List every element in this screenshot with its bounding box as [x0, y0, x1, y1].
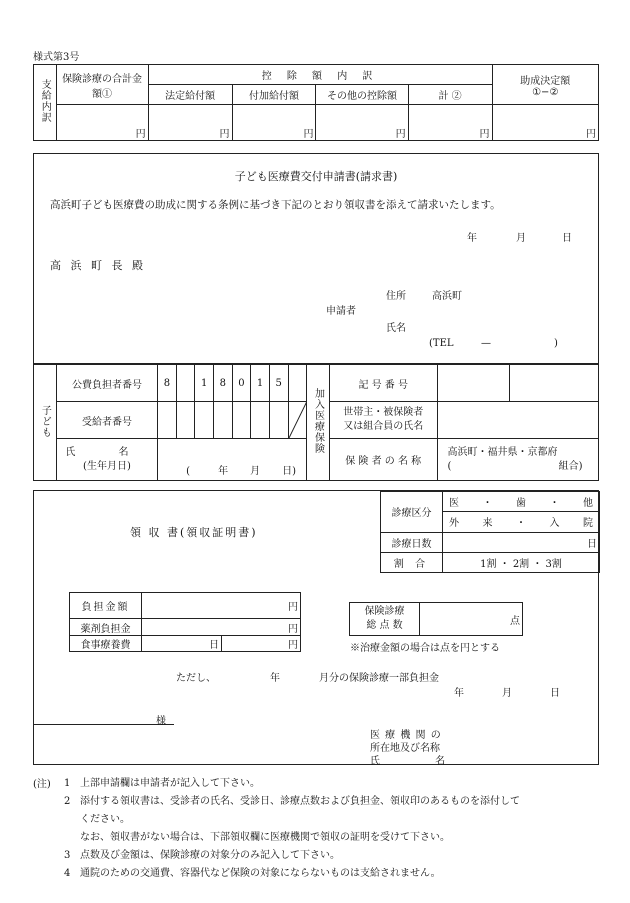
meal-amount-cell[interactable]: 円: [222, 635, 301, 651]
child-info-table: [33, 364, 599, 481]
payer-number-label: 公費負担者番号: [56, 365, 157, 402]
payer-digit[interactable]: 0: [232, 365, 251, 402]
symbol-cell[interactable]: [437, 365, 509, 402]
treatment-info-table: [380, 491, 600, 573]
proviso-year[interactable]: 年: [270, 673, 280, 684]
application-date-day[interactable]: 日: [562, 233, 572, 244]
category-label: 診療区分: [381, 492, 443, 533]
recipient-number-label: 受給者番号: [56, 402, 157, 439]
child-name-label: 氏 名 (生年月日): [56, 439, 157, 481]
payer-digit[interactable]: 8: [214, 365, 233, 402]
legal-benefit-cell[interactable]: 円: [148, 105, 232, 141]
number-cell[interactable]: [509, 365, 598, 402]
insurer-name-label: 保 険 者 の 名 称: [329, 439, 437, 481]
receipt-title: 領 収 書(領収証明書): [130, 526, 258, 539]
category-row-1[interactable]: 医 ・ 歯 ・ 他: [443, 492, 600, 512]
recipient-digit[interactable]: [214, 402, 233, 439]
meal-days-cell[interactable]: 日: [142, 635, 222, 651]
legal-benefit-header: 法定給付額: [148, 85, 232, 105]
receipt-date-month[interactable]: 月: [502, 688, 512, 699]
notes-label: (注): [33, 779, 51, 790]
points-cell[interactable]: 点: [420, 603, 523, 636]
address-label: 住所: [386, 291, 406, 302]
additional-benefit-cell[interactable]: 円: [232, 105, 316, 141]
payer-digit[interactable]: 1: [195, 365, 214, 402]
other-deduction-cell[interactable]: 円: [316, 105, 408, 141]
note-item: ください。: [80, 814, 130, 825]
days-cell[interactable]: 日: [443, 532, 600, 552]
child-name-cell[interactable]: ( 年 月 日): [158, 439, 307, 481]
points-table: [349, 602, 523, 636]
tel-label: (TEL: [429, 338, 454, 349]
subtotal-cell[interactable]: 円: [408, 105, 492, 141]
payer-digit[interactable]: 5: [269, 365, 288, 402]
head-of-household-label: 世帯主・被保険者 又は組合員の氏名: [329, 402, 437, 439]
receipt-section: [33, 490, 599, 765]
meal-label: 食事療養費: [70, 635, 142, 651]
total-amount-cell[interactable]: 円: [56, 105, 148, 141]
receipt-date-year[interactable]: 年: [454, 688, 464, 699]
application-date-year[interactable]: 年: [467, 233, 477, 244]
addressee: 高 浜 町 長 殿: [50, 259, 146, 272]
payment-breakdown-table: [33, 64, 599, 141]
recipient-name-line[interactable]: [34, 724, 174, 725]
burden-cell[interactable]: 円: [142, 593, 301, 619]
points-label: 保険診療 総 点 数: [350, 603, 420, 636]
applicant-label: 申請者: [326, 306, 356, 317]
payer-digit[interactable]: 8: [158, 365, 177, 402]
decision-amount-cell[interactable]: 円: [492, 105, 599, 141]
honorific: 様: [156, 716, 166, 727]
recipient-digit[interactable]: [251, 402, 270, 439]
application-body: 高浜町子ども医療費の助成に関する条例に基づき下記のとおり領収書を添えて請求いたします。: [50, 199, 501, 211]
other-deduction-header: その他の控除額: [316, 85, 408, 105]
child-side-label: 子ども: [34, 365, 57, 481]
tel-dash: —: [481, 338, 491, 349]
subtotal-header: 計 ②: [408, 85, 492, 105]
payer-digit[interactable]: [288, 365, 307, 402]
name-label: 氏名: [386, 323, 406, 334]
additional-benefit-header: 付加給付額: [232, 85, 316, 105]
ratio-options[interactable]: 1割 ・ 2割 ・ 3割: [443, 552, 600, 572]
recipient-digit[interactable]: [195, 402, 214, 439]
burden-table: [69, 592, 301, 652]
application-section: [33, 153, 599, 364]
category-row-2[interactable]: 外 来 ・ 入 院: [443, 512, 600, 532]
head-of-household-cell[interactable]: [437, 402, 598, 439]
burden-label: 負担金額: [70, 593, 142, 619]
recipient-digit[interactable]: [158, 402, 177, 439]
note-item: 1 上部申請欄は申請者が記入して下さい。: [64, 778, 260, 789]
tel-close: ): [554, 338, 558, 349]
recipient-digit[interactable]: [269, 402, 288, 439]
drug-cell[interactable]: 円: [142, 619, 301, 635]
recipient-digit[interactable]: [176, 402, 195, 439]
deduction-header: 控 除 額 内 訳: [148, 65, 492, 85]
payer-digit[interactable]: 1: [251, 365, 270, 402]
drug-label: 薬剤負担金: [70, 619, 142, 635]
note-item: 3 点数及び金額は、保険診療の対象分のみ記入して下さい。: [64, 850, 340, 861]
receipt-date-day[interactable]: 日: [550, 688, 560, 699]
payment-breakdown-side-label: 支給内訳: [34, 65, 57, 141]
form-number: 様式第3号: [33, 52, 80, 63]
address-value[interactable]: 高浜町: [432, 291, 462, 302]
note-item: 4 通院のための交通費、容器代など保険の対象にならないものは支給されません。: [64, 868, 441, 879]
points-note: ※治療金額の場合は点を円とする: [350, 643, 500, 654]
recipient-digit[interactable]: [288, 402, 307, 439]
note-item: なお、領収書がない場合は、下部領収欄に医療機関で領収の証明を受けて下さい。: [80, 832, 450, 843]
days-label: 診療日数: [381, 532, 443, 552]
insurer-name-cell[interactable]: 高浜町・福井県・京都府 ( 組合): [437, 439, 598, 481]
total-amount-header: 保険診療の合計金額①: [56, 65, 148, 105]
proviso-text[interactable]: 月分の保険診療一部負担金: [319, 673, 439, 684]
proviso-prefix: ただし、: [176, 673, 216, 684]
application-date-month[interactable]: 月: [516, 233, 526, 244]
recipient-digit[interactable]: [232, 402, 251, 439]
notes-list: [64, 775, 604, 883]
symbol-number-label: 記 号 番 号: [329, 365, 437, 402]
institution-label: 医 療 機 関 の 所在地及び名称 氏 名: [370, 730, 472, 767]
ratio-label: 割 合: [381, 552, 443, 572]
application-title: 子ども医療費交付申請書(請求書): [234, 170, 398, 183]
diagonal-slash: [289, 402, 307, 438]
note-item: 2 添付する領収書は、受診者の氏名、受診日、診療点数および負担金、領収印のあるものを添付して: [64, 796, 520, 807]
insurance-side-label: 加入医療保険: [307, 365, 330, 481]
payer-digit[interactable]: [176, 365, 195, 402]
decision-amount-header: 助成決定額 ①−②: [492, 65, 599, 105]
